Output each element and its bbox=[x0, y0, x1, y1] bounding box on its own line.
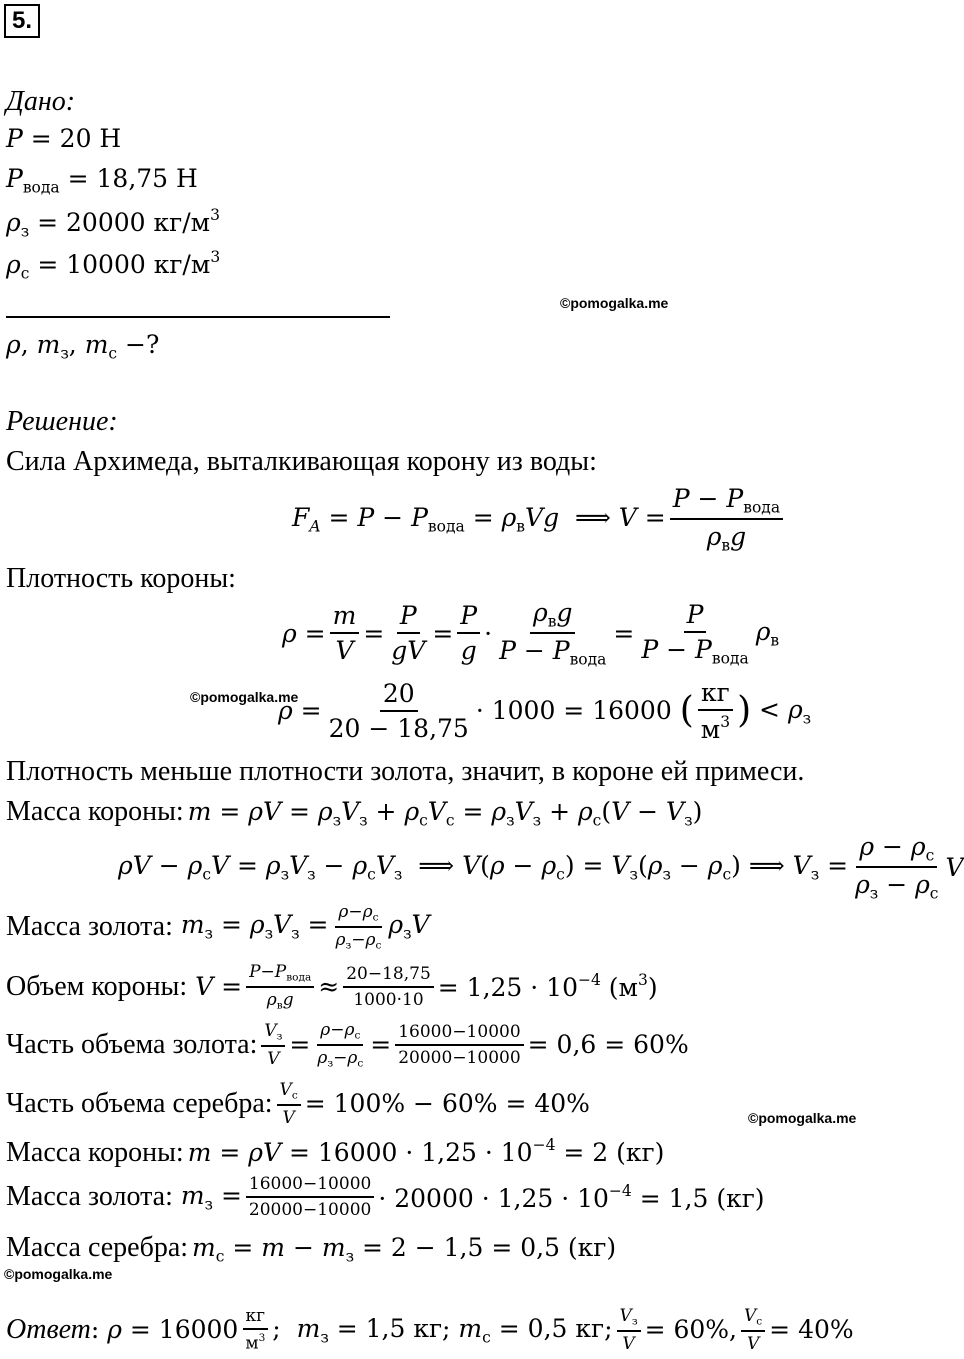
crown-mass-label: Масса короны: bbox=[6, 796, 184, 827]
given-weight: P = 20 Н bbox=[6, 124, 122, 153]
density-calc: ρ = $\frac{20}{20 - 18,75}$ · 1000 = 16000 ( кг $м^3$ ) < $\rho_з$ bbox=[278, 678, 812, 744]
watermark: ©pomogalka.me bbox=[560, 295, 669, 311]
volume-label: Объем короны: bbox=[6, 970, 188, 1002]
watermark: ©pomogalka.me bbox=[4, 1266, 113, 1282]
solution-heading: Решение: bbox=[6, 406, 118, 437]
gold-mass-label-2: Масса золота: bbox=[6, 1181, 173, 1212]
silver-mass-label: Масса серебра: bbox=[6, 1232, 189, 1263]
crown-mass-calc: Масса короны: $m = \rho V = 16000 \cdot 1,25 \cdot 10^{-4} = 2$ (кг) bbox=[6, 1136, 665, 1168]
gold-part-formula: Часть объема золота: $V_з$ V = $\rho-\rho_с$ $\rho_з-\rho_с$ = $\frac{16000-10000}{20000-10000}$ = 0,6 = 60% bbox=[6, 1020, 689, 1070]
crown-mass-label-2: Масса короны: bbox=[6, 1136, 184, 1168]
given-divider bbox=[6, 316, 390, 318]
conclusion-text: Плотность меньше плотности золота, значит, в короне ей примеси. bbox=[6, 756, 805, 787]
given-weight-water: $P_{вода} = 18,75$ Н bbox=[6, 164, 198, 197]
watermark: ©pomogalka.me bbox=[748, 1110, 857, 1126]
find-line: ρ, $m_з$, $m_с$ −? bbox=[6, 330, 160, 363]
gold-mass-label: Масса золота: bbox=[6, 910, 173, 942]
given-silver-density: $\rho_с = 10000$ $кг/м^3$ bbox=[6, 248, 221, 283]
watermark: ©pomogalka.me bbox=[190, 689, 299, 705]
answer-line: Ответ : ρ = 16000 кг $м^3$ ; $m_з = 1,5$ кг; $m_с = 0,5$ кг; $V_з$ V = 60%, $V_с$ V = 40% bbox=[6, 1306, 854, 1354]
gold-part-label: Часть объема золота: bbox=[6, 1028, 258, 1060]
silver-part-label: Часть объема серебра: bbox=[6, 1087, 273, 1119]
density-text: Плотность короны: bbox=[6, 563, 236, 594]
given-heading: Дано: bbox=[6, 86, 76, 117]
density-formula: ρ = $\frac{m}{V}$ = $\frac{P}{gV}$ = $\frac{P}{g}$ · $\rho_вg$ $P - P_{вода}$ = P $P - P_{вода}$ $\rho_в$ bbox=[282, 598, 780, 669]
archimedes-text: Сила Архимеда, выталкивающая корону из воды: bbox=[6, 446, 597, 477]
answer-label: Ответ bbox=[6, 1313, 91, 1345]
problem-number: 5. bbox=[4, 4, 40, 38]
silver-mass-calc: Масса серебра: $m_с = m - m_з = 2 - 1,5 = 0,5$ (кг) bbox=[6, 1232, 617, 1266]
crown-mass-formula: Масса короны: $m = \rho V = \rho_зV_з + \rho_сV_с = \rho_зV_з + \rho_с(V - V_з)$ bbox=[6, 796, 703, 830]
gold-volume-formula: $\rho V - \rho_сV = \rho_зV_з - \rho_сV_з$ ⟹ $V(\rho - \rho_с) = V_з(\rho_з - \rho_с)$ ⟹ $V_з$ = $\rho - \rho_с$ $\rho_з - \rho_с$ V bbox=[118, 832, 964, 903]
volume-formula: Объем короны: V = $P-P_{вода}$ $\rho_вg$ ≈ $\frac{20-18,75}{1000\cdot 10}$ = $1,25 \cdot 10^{-4}$ $(м^3)$ bbox=[6, 962, 658, 1012]
given-gold-density: $\rho_з = 20000$ $кг/м^3$ bbox=[6, 206, 220, 241]
archimedes-formula: $F_A = P - P_{вода} = \rho_вVg$ ⟹ V = $P - P_{вода}$ $\rho_вg$ bbox=[292, 484, 787, 555]
gold-mass-formula: Масса золота: $m_з = \rho_зV_з$ = $\rho-\rho_с$ $\rho_з-\rho_с$ $\rho_зV$ bbox=[6, 902, 430, 952]
gold-mass-calc: Масса золота: $m_з$ = $\frac{16000-10000}{20000-10000}$ · $20000 \cdot 1,25 \cdot 10^{-4} = 1,5$ (кг) bbox=[6, 1174, 765, 1220]
silver-part-formula: Часть объема серебра: $V_с$ V = 100% − 60% = 40% bbox=[6, 1080, 590, 1128]
